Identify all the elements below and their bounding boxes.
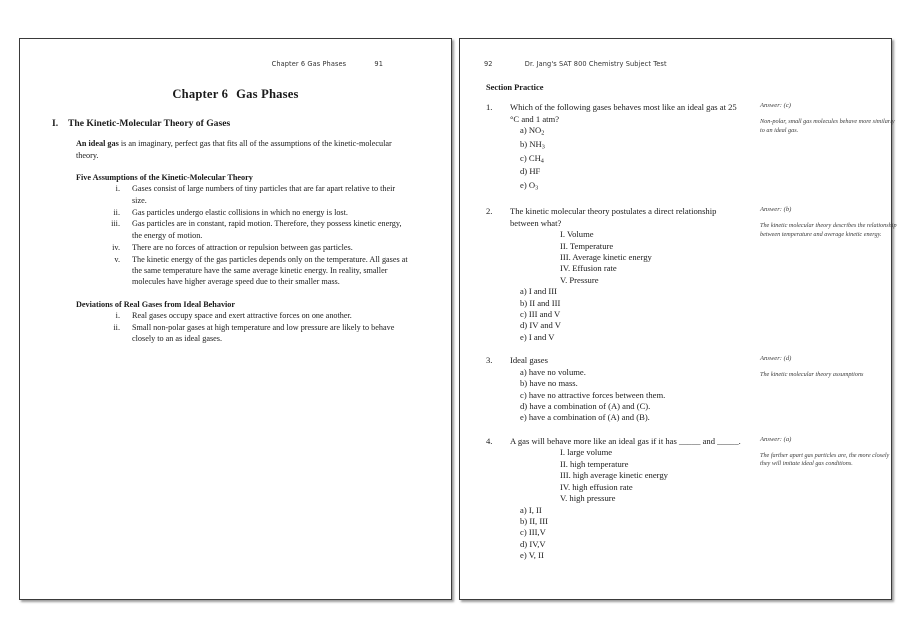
question-block	[484, 102, 895, 194]
list-marker: ii.	[113, 322, 120, 332]
question-block	[484, 355, 867, 424]
option-label: c)	[520, 152, 527, 163]
option-label: d)	[520, 538, 528, 549]
answer-explanation: The farther apart gas particles are, the more closely they will imitate ideal gas conditions.	[760, 451, 890, 468]
section-numeral: I.	[52, 118, 59, 129]
option-label: a)	[520, 366, 527, 377]
option-subscript: 4	[540, 157, 544, 165]
answer-column	[760, 206, 900, 239]
option-item[interactable]	[484, 320, 742, 331]
answer-label: Answer: (a)	[760, 435, 792, 443]
roman-item: IV. Effusion rate	[560, 263, 617, 274]
list-marker: iii.	[111, 219, 120, 229]
option-label: d)	[520, 401, 528, 412]
option-subscript: 2	[541, 129, 545, 137]
page-left	[19, 38, 452, 600]
option-subscript: 3	[535, 184, 539, 192]
option-text: have a combination of (A) and (B).	[528, 412, 650, 423]
option-item[interactable]	[484, 505, 742, 516]
roman-item: V. high pressure	[560, 493, 616, 504]
option-label: c)	[520, 309, 527, 320]
option-item[interactable]	[484, 125, 742, 139]
option-label: e)	[520, 180, 527, 191]
question-number: 3.	[486, 355, 493, 366]
option-text: have no volume.	[528, 366, 586, 377]
option-text: I and III	[528, 286, 557, 297]
question-number: 2.	[486, 206, 493, 217]
intro-lead-term: An ideal gas	[76, 139, 119, 148]
chapter-title-name: Gas Phases	[236, 87, 299, 101]
option-text: IV and V	[529, 320, 561, 331]
option-subscript: 3	[541, 143, 545, 151]
option-item[interactable]	[484, 298, 742, 309]
answer-column	[760, 355, 900, 380]
option-text: III,V	[528, 527, 546, 538]
option-text: II and III	[529, 297, 561, 308]
question-stem-row	[484, 355, 742, 367]
deviations-list	[76, 310, 409, 345]
option-text: have no attractive forces between them.	[528, 389, 666, 400]
option-label: b)	[520, 378, 528, 389]
option-text: IV,V	[529, 538, 546, 549]
running-head-right	[484, 57, 867, 71]
question-stem: The kinetic molecular theory postulates a direct relationship between what?	[510, 206, 717, 228]
chapter-title	[44, 87, 427, 102]
answer-explanation: The kinetic molecular theory assumptions	[760, 371, 864, 379]
option-text: NO	[528, 125, 542, 136]
list-item	[76, 310, 409, 321]
answer-column	[760, 102, 900, 135]
option-label: c)	[520, 389, 527, 400]
question-stem: A gas will behave more like an ideal gas if it has _____ and _____.	[510, 435, 741, 446]
running-head-chapter-label: Chapter 6 Gas Phases	[271, 60, 347, 68]
question-stem: Ideal gases	[510, 355, 548, 366]
option-item[interactable]	[484, 139, 742, 153]
option-item[interactable]	[484, 332, 742, 343]
running-head-left	[44, 57, 427, 71]
option-list	[484, 125, 742, 194]
list-marker: iv.	[112, 242, 120, 252]
list-item	[76, 254, 409, 288]
roman-item: I. large volume	[560, 447, 613, 458]
answer-explanation: Non-polar, small gas molecules behave more similarly to an ideal gas.	[760, 118, 895, 134]
list-text: Gases consist of large numbers of tiny particles that are far apart relative to their size.	[132, 184, 396, 205]
list-marker: i.	[115, 184, 120, 194]
roman-item: III. high average kinetic energy	[560, 470, 668, 481]
list-marker: i.	[115, 310, 120, 320]
option-text: III and V	[528, 309, 561, 320]
list-text: There are no forces of attraction or repulsion between gas particles.	[132, 242, 353, 252]
page-left-content	[20, 39, 451, 599]
list-marker: ii.	[113, 207, 120, 217]
option-label: e)	[520, 412, 527, 423]
intro-paragraph	[76, 138, 409, 161]
option-item[interactable]	[484, 401, 742, 412]
question-block	[484, 435, 890, 562]
answer-label: Answer: (b)	[760, 206, 792, 214]
option-label: a)	[520, 286, 527, 297]
option-label: e)	[520, 550, 527, 561]
option-item[interactable]	[484, 286, 742, 297]
list-item	[76, 218, 409, 241]
roman-item: II. Temperature	[560, 240, 614, 251]
question-stem-row	[484, 102, 742, 125]
option-item[interactable]	[484, 153, 742, 167]
option-text: HF	[529, 166, 541, 177]
option-item[interactable]	[484, 390, 742, 401]
question-stem-row	[484, 436, 742, 448]
deviations-heading: Deviations of Real Gases from Ideal Behavior	[76, 299, 236, 309]
option-item[interactable]	[484, 539, 742, 550]
list-text: Gas particles are in constant, rapid motion. Therefore, they possess kinetic energy, the energy of motion.	[132, 219, 402, 240]
running-head-book-title: Dr. Jang's SAT 800 Chemistry Subject Test	[524, 60, 667, 68]
roman-item-list	[484, 447, 742, 504]
question-body	[484, 355, 742, 424]
list-item	[76, 207, 409, 218]
option-text: V, II	[528, 550, 544, 561]
question-number: 4.	[486, 435, 493, 446]
list-text: Small non-polar gases at high temperature and low pressure are likely to behave closely to an as ideal gases.	[132, 322, 395, 344]
answer-label: Answer: (c)	[760, 102, 791, 109]
option-label: b)	[520, 138, 528, 149]
assumptions-heading: Five Assumptions of the Kinetic-Molecular Theory	[76, 173, 253, 183]
question-number: 1.	[486, 102, 493, 112]
answer-explanation: The kinetic molecular theory describes the relationship between temperature and average kinetic energy.	[760, 222, 897, 238]
option-label: e)	[520, 331, 527, 342]
list-item	[76, 322, 409, 345]
roman-item: V. Pressure	[560, 274, 599, 285]
list-marker: v.	[114, 254, 120, 264]
intro-rest-text: is an imaginary, perfect gas that fits all of the assumptions of the kinetic-molecular theory.	[76, 139, 392, 160]
list-text: Gas particles undergo elastic collisions in which no energy is lost.	[132, 207, 348, 217]
option-label: b)	[520, 297, 528, 308]
option-list	[484, 286, 742, 343]
answer-column	[760, 436, 900, 469]
page-number-right: 92	[484, 60, 493, 68]
option-text: O	[528, 180, 536, 191]
option-item[interactable]	[484, 412, 742, 423]
chapter-title-number: Chapter 6	[172, 87, 229, 101]
practice-heading: Section Practice	[486, 83, 544, 92]
option-text: have a combination of (A) and (C).	[529, 401, 651, 412]
option-text: I, II	[528, 504, 542, 515]
section-heading	[52, 118, 427, 129]
answer-label: Answer: (d)	[760, 355, 792, 363]
question-body	[484, 206, 742, 343]
option-list	[484, 367, 742, 424]
roman-item: II. high temperature	[560, 458, 629, 469]
option-label: a)	[520, 504, 527, 515]
page-right	[459, 38, 897, 600]
option-label: c)	[520, 527, 527, 538]
roman-item: I. Volume	[560, 229, 594, 240]
question-block	[484, 206, 897, 343]
question-body	[484, 436, 742, 562]
assumptions-list	[76, 183, 409, 288]
question-stem: Which of the following gases behaves most like an ideal gas at 25 °C and 1 atm?	[510, 102, 737, 124]
option-label: d)	[520, 320, 528, 331]
question-stem-row	[484, 206, 742, 229]
option-item[interactable]	[484, 527, 742, 538]
option-item[interactable]	[484, 166, 742, 180]
option-item[interactable]	[484, 378, 742, 389]
option-text: NH	[529, 138, 542, 149]
option-text: CH	[528, 152, 541, 163]
option-item[interactable]	[484, 367, 742, 378]
roman-item: IV. high effusion rate	[560, 481, 633, 492]
option-list	[484, 505, 742, 562]
section-title: The Kinetic-Molecular Theory of Gases	[68, 118, 231, 129]
option-label: d)	[520, 166, 528, 177]
option-text: I and V	[528, 331, 555, 342]
option-item[interactable]	[484, 516, 742, 527]
list-text: Real gases occupy space and exert attractive forces on one another.	[132, 310, 352, 320]
option-item[interactable]	[484, 550, 742, 561]
list-item	[76, 242, 409, 253]
roman-item: III. Average kinetic energy	[560, 252, 652, 263]
option-text: have no mass.	[529, 378, 578, 389]
option-item[interactable]	[484, 309, 742, 320]
question-body	[484, 102, 742, 194]
list-item	[76, 183, 409, 206]
page-number-left: 91	[374, 60, 383, 68]
option-item[interactable]	[484, 180, 742, 194]
list-text: The kinetic energy of the gas particles depends only on the temperature. All gases at the same temperature have the same average kinetic energy. In reality, smaller molecules have higher average speed due to their smaller mass.	[132, 254, 408, 287]
option-text: II, III	[529, 515, 548, 526]
option-label: a)	[520, 125, 527, 136]
option-label: b)	[520, 515, 528, 526]
roman-item-list	[484, 229, 742, 286]
page-right-content	[460, 39, 897, 599]
